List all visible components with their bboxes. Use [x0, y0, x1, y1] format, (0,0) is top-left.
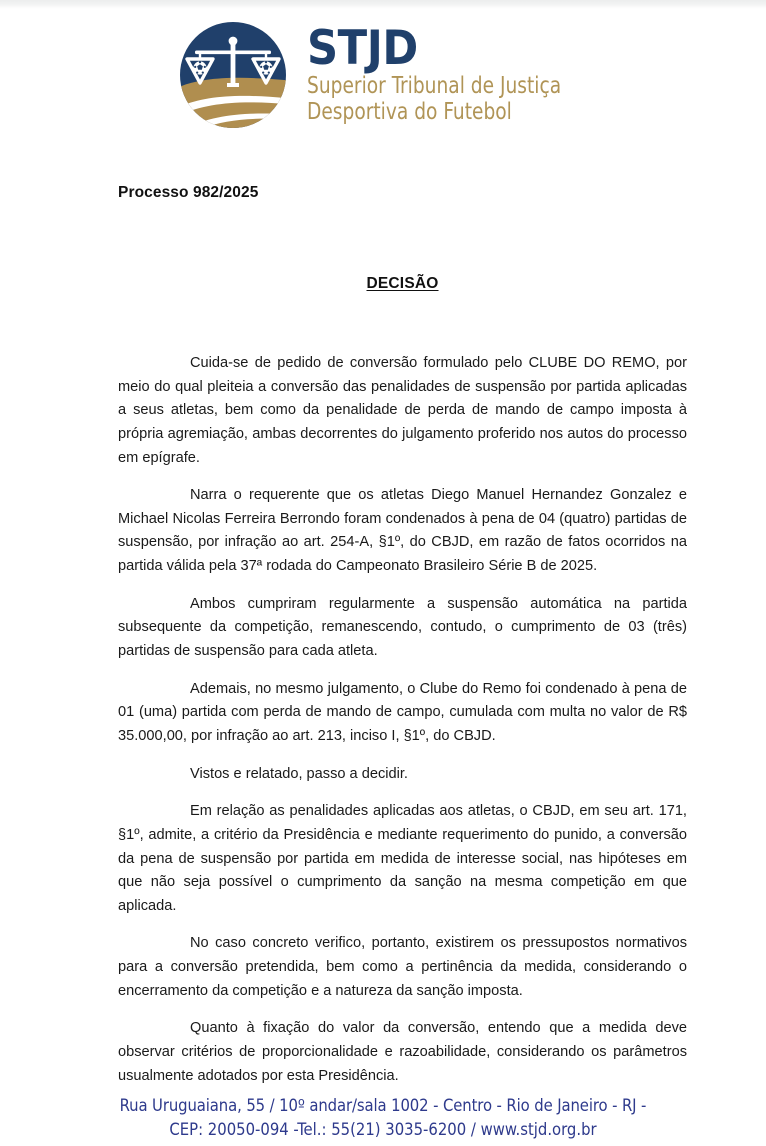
paragraph: Cuida-se de pedido de conversão formulado pelo CLUBE DO REMO, por meio do qual pleiteia a conversão das penalidades de suspensão por partida aplicadas a seus atletas, bem como da penalidade de perda de mando de campo imposta à própria agremiação, ambas decorrentes do julgamento proferido nos autos do processo em epígrafe. — [118, 355, 687, 466]
footer-contact-line: CEP: 20050-094 -Tel.: 55(21) 3035-6200 / www.stjd.org.br — [169, 1119, 597, 1139]
decision-title-container — [118, 202, 687, 293]
document-body — [118, 160, 687, 1088]
paragraph: Quanto à fixação do valor da conversão, entendo que a medida deve observar critérios de proporcionalidade e razoabilidade, considerando os parâmetros usualmente adotados por esta Presidência. — [118, 1020, 687, 1084]
paragraph: Ambos cumpriram regularmente a suspensão automática na partida subsequente da competição, remanescendo, contudo, o cumprimento de 03 (três) partidas de suspensão para cada atleta. — [118, 595, 687, 660]
paragraph: Vistos e relatado, passo a decidir. — [190, 765, 408, 782]
stjd-acronym: STJD — [306, 21, 418, 77]
footer-address-line: Rua Uruguaiana, 55 / 10º andar/sala 1002 - Centro - Rio de Janeiro - RJ - — [119, 1096, 647, 1116]
paragraph: Em relação as penalidades aplicadas aos atletas, o CBJD, em seu art. 171, §1º, admite, a critério da Presidência e mediante requerimento do punido, a conversão da pena de suspensão por partida em medida de interesse social, nas hipóteses em que não seja possível o cumprimento da sanção na mesma competição em que aplicada. — [118, 803, 687, 914]
letterhead — [0, 11, 766, 139]
paragraph: Ademais, no mesmo julgamento, o Clube do Remo foi condenado à pena de 01 (uma) partida com perda de mando de campo, cumulada com multa no valor de R$ 35.000,00, por infração ao art. 213, inciso I, §1º, do CBJD. — [118, 680, 687, 744]
page-footer — [0, 1094, 766, 1141]
stjd-scales-of-justice-emblem-icon — [177, 19, 289, 131]
process-number: Processo 982/2025 — [118, 184, 259, 201]
decision-paragraphs — [118, 293, 687, 1088]
page-title: DECISÃO — [366, 275, 439, 292]
stjd-wordmark — [306, 21, 589, 126]
stjd-subtitle-line-1: Superior Tribunal de Justiça — [306, 73, 561, 100]
paragraph: Narra o requerente que os atletas Diego Manuel Hernandez Gonzalez e Michael Nicolas Ferreira Berrondo foram condenados à pena de 04 (quatro) partidas de suspensão, por infração ao art. 254-A, §1º, do CBJD, em razão de fatos ocorridos na partida válida pela 37ª rodada do Campeonato Brasileiro Série B de 2025. — [118, 487, 687, 575]
paragraph: No caso concreto verifico, portanto, existirem os pressupostos normativos para a conversão pretendida, bem como a pertinência da medida, considerando o encerramento da competição e a natureza da sanção imposta. — [118, 935, 687, 999]
stjd-subtitle-line-2: Desportiva do Futebol — [306, 99, 512, 126]
